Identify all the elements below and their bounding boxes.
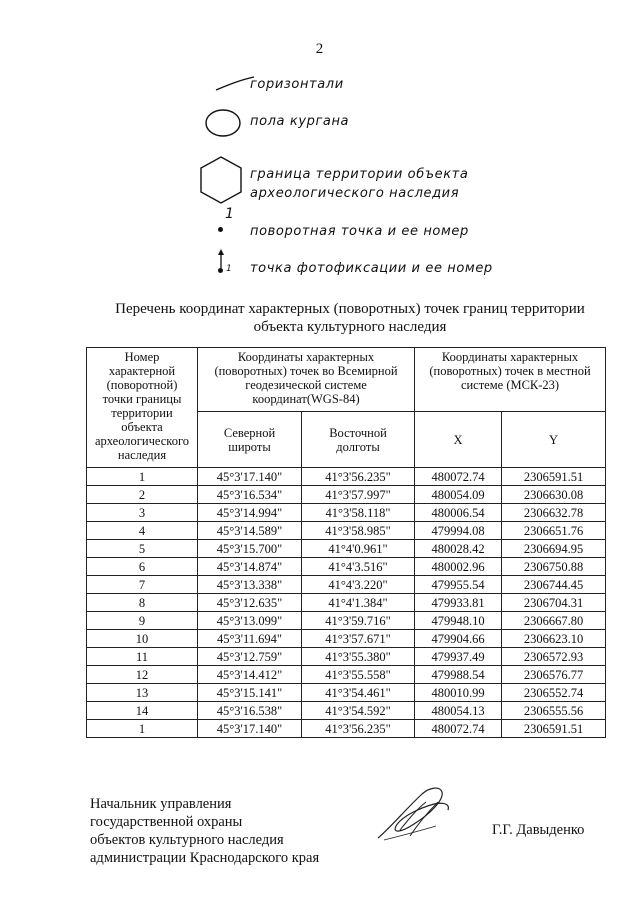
cell-latitude: 45°3'14.874"	[198, 558, 302, 576]
cell-longitude: 41°3'57.997"	[302, 486, 415, 504]
cell-number: 8	[87, 594, 198, 612]
cell-latitude: 45°3'12.635"	[198, 594, 302, 612]
list-title-line: объекта культурного наследия	[253, 319, 447, 335]
cell-x: 479904.66	[415, 630, 502, 648]
cell-x: 480010.99	[415, 684, 502, 702]
list-title-line: Перечень координат характерных (поворотных) точек границ территории	[115, 301, 585, 317]
cell-latitude: 45°3'16.534"	[198, 486, 302, 504]
position-line: Начальник управления	[90, 796, 232, 812]
cell-x: 479933.81	[415, 594, 502, 612]
table-row	[87, 558, 606, 576]
point-dot-icon	[218, 227, 223, 232]
cell-number: 7	[87, 576, 198, 594]
cell-number: 13	[87, 684, 198, 702]
table-row	[87, 702, 606, 720]
cell-latitude: 45°3'11.694"	[198, 630, 302, 648]
cell-latitude: 45°3'16.538"	[198, 702, 302, 720]
cell-latitude: 45°3'12.759"	[198, 648, 302, 666]
header-line: (поворотных) точек во Всемирной	[214, 364, 398, 378]
cell-number: 3	[87, 504, 198, 522]
header-line: Северной	[223, 425, 276, 440]
cell-latitude: 45°3'15.700"	[198, 540, 302, 558]
header-line: координат(WGS-84)	[252, 392, 360, 406]
position-line: государственной охраны	[90, 814, 243, 830]
table-row	[87, 504, 606, 522]
cell-x: 479948.10	[415, 612, 502, 630]
header-point-number	[87, 348, 198, 468]
cell-x: 479955.54	[415, 576, 502, 594]
header-line: территории	[111, 406, 173, 420]
signatory-position	[90, 795, 319, 867]
photo-point-icon	[214, 248, 238, 278]
cell-y: 2306632.78	[502, 504, 606, 522]
table-row	[87, 540, 606, 558]
header-line: характерной	[108, 364, 176, 378]
header-line: системе (МСК-23)	[460, 378, 560, 392]
cell-longitude: 41°4'3.220"	[302, 576, 415, 594]
cell-y: 2306744.45	[502, 576, 606, 594]
header-line: долготы	[336, 439, 380, 454]
cell-y: 2306576.77	[502, 666, 606, 684]
cell-x: 480072.74	[415, 468, 502, 486]
position-line: администрации Краснодарского края	[90, 850, 320, 866]
cell-y: 2306552.74	[502, 684, 606, 702]
list-title	[60, 300, 639, 336]
header-msk23	[415, 348, 606, 412]
cell-latitude: 45°3'14.589"	[198, 522, 302, 540]
handwritten-signature	[370, 780, 460, 850]
header-line: широты	[228, 439, 271, 454]
cell-longitude: 41°3'58.118"	[302, 504, 415, 522]
cell-number: 6	[87, 558, 198, 576]
cell-number: 4	[87, 522, 198, 540]
cell-longitude: 41°3'55.380"	[302, 648, 415, 666]
cell-x: 480054.09	[415, 486, 502, 504]
turning-point-number: 1	[225, 206, 234, 222]
cell-latitude: 45°3'17.140"	[198, 720, 302, 738]
cell-longitude: 41°3'57.671"	[302, 630, 415, 648]
cell-number: 2	[87, 486, 198, 504]
cell-longitude: 41°3'56.235"	[302, 468, 415, 486]
cell-longitude: 41°3'54.592"	[302, 702, 415, 720]
cell-y: 2306572.93	[502, 648, 606, 666]
header-line: (поворотных) точек в местной	[429, 364, 591, 378]
header-line: точки границы	[102, 392, 182, 406]
cell-longitude: 41°4'0.961"	[302, 540, 415, 558]
cell-longitude: 41°3'58.985"	[302, 522, 415, 540]
legend-label-line: археологического наследия	[250, 186, 460, 201]
cell-x: 480002.96	[415, 558, 502, 576]
legend-label: пола кургана	[250, 114, 350, 129]
cell-y: 2306623.10	[502, 630, 606, 648]
cell-latitude: 45°3'14.994"	[198, 504, 302, 522]
cell-latitude: 45°3'13.099"	[198, 612, 302, 630]
coordinates-table	[86, 347, 606, 738]
table-row	[87, 594, 606, 612]
header-line: (поворотной)	[106, 378, 178, 392]
signatory-name: Г.Г. Давыденко	[492, 822, 585, 838]
cell-x: 480072.74	[415, 720, 502, 738]
photo-point-number: 1	[226, 264, 232, 274]
cell-y: 2306591.51	[502, 720, 606, 738]
cell-number: 11	[87, 648, 198, 666]
cell-latitude: 45°3'15.141"	[198, 684, 302, 702]
header-line: Координаты характерных	[441, 350, 579, 364]
cell-x: 480006.54	[415, 504, 502, 522]
header-line: Восточной	[329, 425, 387, 440]
header-line: объекта	[121, 420, 163, 434]
legend-label-line: граница территории объекта	[250, 167, 469, 182]
cell-latitude: 45°3'17.140"	[198, 468, 302, 486]
header-x: X	[415, 412, 502, 468]
table-row	[87, 576, 606, 594]
cell-number: 9	[87, 612, 198, 630]
table-row	[87, 630, 606, 648]
cell-number: 5	[87, 540, 198, 558]
table-row	[87, 612, 606, 630]
turning-point-icon	[214, 206, 238, 242]
cell-longitude: 41°3'56.235"	[302, 720, 415, 738]
cell-number: 1	[87, 468, 198, 486]
cell-y: 2306694.95	[502, 540, 606, 558]
cell-number: 14	[87, 702, 198, 720]
header-wgs84	[198, 348, 415, 412]
cell-longitude: 41°4'1.384"	[302, 594, 415, 612]
table-row	[87, 486, 606, 504]
cell-y: 2306667.80	[502, 612, 606, 630]
legend-label: горизонтали	[250, 77, 344, 92]
cell-x: 479937.49	[415, 648, 502, 666]
header-line: наследия	[117, 448, 167, 462]
cell-longitude: 41°4'3.516"	[302, 558, 415, 576]
cell-number: 12	[87, 666, 198, 684]
hexagon-icon	[197, 155, 245, 207]
header-north-latitude	[198, 412, 302, 468]
table-row	[87, 468, 606, 486]
header-east-longitude	[302, 412, 415, 468]
oval-icon	[203, 108, 245, 140]
cell-latitude: 45°3'14.412"	[198, 666, 302, 684]
position-line: объектов культурного наследия	[90, 832, 284, 848]
cell-y: 2306750.88	[502, 558, 606, 576]
header-line: археологического	[94, 434, 190, 448]
cell-number: 1	[87, 720, 198, 738]
header-y: Y	[502, 412, 606, 468]
header-line: Координаты характерных	[237, 350, 375, 364]
cell-x: 479988.54	[415, 666, 502, 684]
table-row	[87, 648, 606, 666]
cell-longitude: 41°3'59.716"	[302, 612, 415, 630]
table-row	[87, 720, 606, 738]
cell-y: 2306555.56	[502, 702, 606, 720]
cell-y: 2306651.76	[502, 522, 606, 540]
cell-y: 2306704.31	[502, 594, 606, 612]
legend-label: поворотная точка и ее номер	[250, 224, 469, 239]
cell-latitude: 45°3'13.338"	[198, 576, 302, 594]
cell-x: 480028.42	[415, 540, 502, 558]
cell-x: 480054.13	[415, 702, 502, 720]
point-dot-icon	[218, 268, 223, 273]
table-row	[87, 666, 606, 684]
legend-label: точка фотофиксации и ее номер	[250, 261, 493, 276]
cell-x: 479994.08	[415, 522, 502, 540]
cell-y: 2306591.51	[502, 468, 606, 486]
cell-longitude: 41°3'54.461"	[302, 684, 415, 702]
header-line: геодезической системе	[245, 378, 367, 392]
table-row	[87, 522, 606, 540]
page-number: 2	[315, 41, 324, 57]
header-line: Номер	[124, 350, 160, 364]
cell-y: 2306630.08	[502, 486, 606, 504]
table-row	[87, 684, 606, 702]
cell-number: 10	[87, 630, 198, 648]
arrow-up-icon	[216, 248, 226, 270]
cell-longitude: 41°3'55.558"	[302, 666, 415, 684]
